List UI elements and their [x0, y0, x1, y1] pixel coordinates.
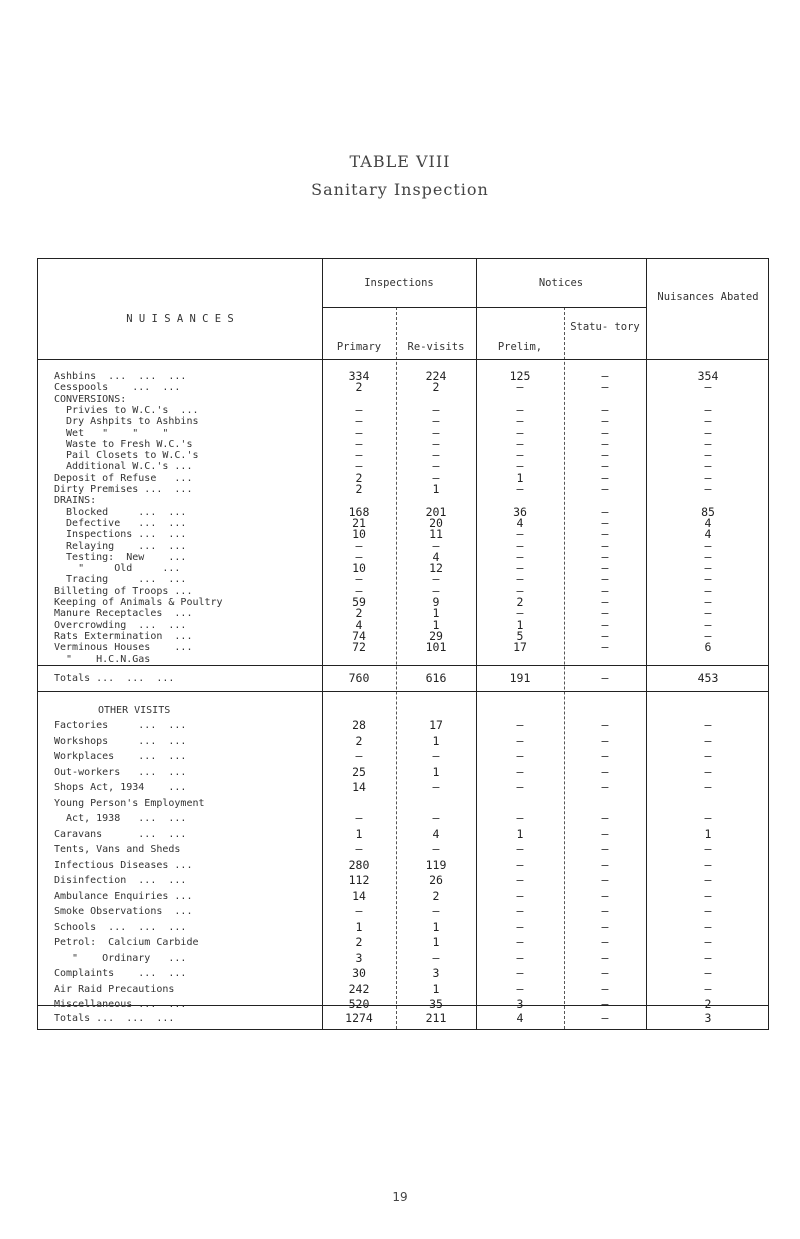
table-row-abated: –	[704, 595, 712, 609]
table-row-prelim: –	[516, 888, 524, 903]
table-row-statutory: –	[601, 718, 609, 732]
table-row-revisits: 26	[429, 873, 443, 887]
table-row-label: Young Person's Employment	[54, 797, 205, 809]
table-row-abated: –	[704, 414, 712, 429]
table-row-revisits: 4	[432, 549, 440, 564]
table-row-abated: –	[704, 764, 712, 779]
table-row-primary: 30	[352, 966, 366, 980]
table-row-revisits: 2	[432, 888, 440, 903]
col-rule	[476, 259, 477, 1029]
table-row-primary: 1	[355, 919, 363, 934]
table-row-prelim: –	[516, 811, 524, 825]
totals-row-primary: 1274	[345, 1011, 373, 1025]
table-row-abated: 4	[704, 515, 712, 530]
table-row-primary: –	[355, 402, 363, 417]
table-row-prelim: –	[516, 966, 524, 980]
table-row-revisits: 29	[429, 628, 443, 643]
table-row-prelim: –	[516, 583, 524, 598]
table-row-prelim: –	[516, 436, 524, 451]
table-row-abated: –	[704, 402, 712, 417]
table-row-abated: 354	[697, 369, 719, 383]
totals-row-revisits: 616	[425, 671, 447, 685]
table-row-revisits: –	[432, 749, 440, 763]
table-row-prelim: –	[516, 459, 524, 474]
table-row-prelim: –	[516, 935, 524, 949]
table-row-prelim: –	[516, 857, 524, 872]
table-row-statutory: –	[601, 459, 609, 474]
table-row-revisits: –	[432, 904, 440, 918]
table-row-label: " Ordinary ...	[54, 952, 187, 964]
header-subrule	[322, 307, 646, 308]
table-row-abated: –	[704, 873, 712, 887]
header-inspections: Inspections	[364, 277, 434, 289]
table-row-primary: –	[355, 572, 363, 587]
table-row-statutory: –	[601, 482, 609, 496]
table-row-revisits: 2	[432, 380, 440, 395]
page-number: 19	[392, 1190, 408, 1204]
table-row-primary: 74	[352, 628, 366, 643]
table-row-primary: 280	[348, 857, 370, 872]
table-row-statutory: –	[601, 617, 609, 632]
table-row-revisits: 3	[432, 966, 440, 980]
table-row-abated: –	[704, 749, 712, 763]
table-row-label: Workplaces ... ...	[54, 751, 187, 762]
table-row-label: Dry Ashpits to Ashbins	[54, 416, 199, 428]
table-row-primary: –	[355, 436, 363, 451]
table-row-revisits: 35	[429, 997, 443, 1011]
table-row-revisits: –	[432, 402, 440, 417]
header-statutory: Statu- tory	[570, 321, 640, 333]
table-row-primary: 25	[352, 764, 366, 779]
table-row-prelim: –	[516, 572, 524, 587]
table-row-primary: 112	[348, 873, 370, 887]
table-row-statutory: –	[601, 448, 609, 463]
col-rule	[322, 259, 323, 1029]
table-row-revisits: –	[432, 425, 440, 440]
table-row-prelim: –	[516, 561, 524, 576]
table-row-statutory: –	[601, 780, 609, 794]
table-row-revisits: –	[432, 459, 440, 474]
table-row-prelim: –	[516, 842, 524, 856]
table-row-label: DRAINS:	[54, 495, 97, 507]
table-row-primary: –	[355, 904, 363, 918]
table-row-revisits: –	[432, 780, 440, 794]
table-row-abated: –	[704, 583, 712, 598]
table-row-label: " Old ...	[54, 563, 181, 575]
table-row-primary: 242	[348, 981, 370, 996]
table-row-prelim: –	[516, 380, 524, 395]
table-row-statutory: –	[601, 425, 609, 440]
table-row-statutory: –	[601, 826, 609, 841]
table-row-prelim: –	[516, 733, 524, 748]
table-row-abated: –	[704, 549, 712, 564]
table-row-label: Factories ... ...	[54, 720, 187, 731]
table-row-prelim: –	[516, 402, 524, 417]
totals-row-abated: 453	[697, 671, 719, 685]
table-row-statutory: –	[601, 549, 609, 564]
table-row-abated: –	[704, 904, 712, 918]
table-row-prelim: 2	[516, 595, 524, 609]
table-row-primary: 2	[355, 380, 363, 395]
table-row-primary: –	[355, 749, 363, 763]
table-row-statutory: –	[601, 857, 609, 872]
table-row-statutory: –	[601, 436, 609, 451]
table-row-label: Caravans ... ...	[54, 828, 187, 840]
header-rule	[38, 359, 768, 360]
table-row-abated: –	[704, 436, 712, 451]
table-row-statutory: –	[601, 414, 609, 429]
header-primary: Primary	[336, 341, 382, 353]
totals-row-statutory: –	[601, 1011, 609, 1025]
table-row-prelim: –	[516, 981, 524, 996]
table-row-primary: 1	[355, 826, 363, 841]
table-row-label: Schools ... ... ...	[54, 921, 187, 933]
table-row-label: CONVERSIONS:	[54, 393, 127, 405]
table-row-label: Disinfection ... ...	[54, 875, 187, 886]
table-row-revisits: 1	[432, 919, 440, 934]
table-row-abated: –	[704, 935, 712, 949]
table-row-label: Smoke Observations ...	[54, 906, 193, 917]
table-row-label: Pail Closets to W.C.'s	[54, 450, 199, 462]
table-row-label: Wet " " "	[54, 427, 169, 439]
table-row-primary: –	[355, 583, 363, 598]
table-row-label: Act, 1938 ... ...	[54, 813, 187, 824]
table-row-primary: –	[355, 459, 363, 474]
table-row-label: Defective ... ...	[54, 517, 187, 529]
table-row-abated: –	[704, 572, 712, 587]
table-row-prelim: –	[516, 749, 524, 763]
table-row-prelim: –	[516, 718, 524, 732]
table-row-prelim: 1	[516, 617, 524, 632]
table-row-label: Verminous Houses ...	[54, 642, 193, 654]
header-notices: Notices	[538, 277, 584, 289]
table-row-revisits: 12	[429, 561, 443, 576]
table-title: TABLE VIII	[349, 152, 451, 171]
table-row-label: Testing: New ...	[54, 551, 187, 563]
totals-row-abated: 3	[704, 1011, 712, 1025]
table-row-prelim: 36	[513, 504, 527, 519]
table-row-primary: 14	[352, 780, 366, 794]
table-row-statutory: –	[601, 966, 609, 980]
table-row-abated: –	[704, 718, 712, 732]
table-row-label: Additional W.C.'s ...	[54, 461, 193, 473]
table-row-statutory: –	[601, 515, 609, 530]
totals-row-prelim: 4	[516, 1011, 524, 1025]
table-row-abated: –	[704, 919, 712, 934]
totals-rule-bottom	[38, 691, 768, 692]
totals-row-primary: 760	[348, 671, 370, 685]
table-row-abated: –	[704, 561, 712, 576]
table-row-abated: 85	[701, 504, 715, 519]
table-row-revisits: –	[432, 538, 440, 553]
table-row-abated: –	[704, 425, 712, 440]
table-row-prelim: –	[516, 549, 524, 564]
table-row-primary: 2	[355, 470, 363, 485]
table-row-prelim: –	[516, 414, 524, 429]
table-row-abated: –	[704, 380, 712, 395]
table-row-abated: –	[704, 811, 712, 825]
table-row-label: Manure Receptacles ...	[54, 608, 193, 620]
header-abated: Nuisances Abated	[657, 291, 759, 303]
table-row-statutory: –	[601, 572, 609, 587]
table-row-primary: 2	[355, 606, 363, 621]
table-row-statutory: –	[601, 595, 609, 609]
table-row-label: Ashbins ... ... ...	[54, 371, 187, 382]
table-row-prelim: –	[516, 873, 524, 887]
table-row-statutory: –	[601, 919, 609, 934]
table-row-revisits: –	[432, 572, 440, 587]
table-row-label: Blocked ... ...	[54, 506, 187, 518]
table-row-abated: –	[704, 459, 712, 474]
section-title-other-visits: OTHER VISITS	[98, 705, 171, 716]
table-row-prelim: –	[516, 527, 524, 542]
table-row-prelim: 1	[516, 470, 524, 485]
table-row-label: Cesspools ... ...	[54, 382, 181, 394]
table-row-prelim: –	[516, 606, 524, 621]
table-row-primary: 10	[352, 527, 366, 542]
table-row-abated: –	[704, 470, 712, 485]
table-row-abated: –	[704, 617, 712, 632]
table-row-statutory: –	[601, 606, 609, 621]
table-row-label: Shops Act, 1934 ...	[54, 782, 187, 793]
table-row-primary: –	[355, 811, 363, 825]
table-row-primary: –	[355, 414, 363, 429]
table-row-prelim: 125	[509, 369, 531, 383]
table-row-statutory: –	[601, 811, 609, 825]
table-row-statutory: –	[601, 842, 609, 856]
table-row-statutory: –	[601, 628, 609, 643]
table-row-primary: 14	[352, 888, 366, 903]
table-row-label: Waste to Fresh W.C.'s	[54, 438, 193, 450]
table-row-prelim: –	[516, 425, 524, 440]
table-row-label: " H.C.N.Gas	[54, 653, 151, 665]
table-row-statutory: –	[601, 380, 609, 395]
table-row-primary: –	[355, 842, 363, 856]
table-row-statutory: –	[601, 402, 609, 417]
table-row-abated: –	[704, 888, 712, 903]
table-row-label: Miscellaneous ... ...	[54, 999, 187, 1010]
table-row-label: Keeping of Animals & Poultry	[54, 597, 223, 608]
table-row-primary: 2	[355, 733, 363, 748]
table-row-label: Privies to W.C.'s ...	[54, 404, 199, 416]
table-row-primary: –	[355, 538, 363, 553]
table-row-prelim: –	[516, 448, 524, 463]
table-row-revisits: 1	[432, 617, 440, 632]
table-row-statutory: –	[601, 538, 609, 553]
table-row-primary: –	[355, 549, 363, 564]
table-row-label: Overcrowding ... ...	[54, 619, 187, 631]
totals-row-prelim: 191	[509, 671, 531, 685]
table-row-primary: –	[355, 425, 363, 440]
table-row-statutory: –	[601, 369, 609, 383]
table-row-revisits: 101	[425, 640, 447, 655]
table-row-abated: –	[704, 780, 712, 794]
col-rule	[564, 307, 565, 1029]
table-row-label: Complaints ... ...	[54, 968, 187, 979]
header-nuisances: N U I S A N C E S	[126, 313, 234, 325]
table-row-revisits: 4	[432, 826, 440, 841]
table-row-statutory: –	[601, 935, 609, 949]
sanitary-inspection-table	[37, 258, 769, 1030]
table-row-abated: –	[704, 606, 712, 621]
table-row-revisits: –	[432, 470, 440, 485]
table-row-primary: 2	[355, 935, 363, 949]
totals-row-statutory: –	[601, 671, 609, 685]
table-row-label: Ambulance Enquiries ...	[54, 890, 193, 902]
table-row-prelim: –	[516, 538, 524, 553]
table-row-revisits: 201	[425, 504, 447, 519]
table-row-label: Infectious Diseases ...	[54, 859, 193, 871]
table-row-label: Tracing ... ...	[54, 574, 187, 586]
table-row-abated: –	[704, 448, 712, 463]
table-row-revisits: 9	[432, 595, 440, 609]
table-row-primary: 4	[355, 617, 363, 632]
table-row-label: Tents, Vans and Sheds	[54, 844, 181, 855]
table-row-revisits: –	[432, 950, 440, 965]
table-row-abated: –	[704, 482, 712, 496]
table-row-abated: –	[704, 981, 712, 996]
table-row-revisits: 119	[425, 857, 447, 872]
table-row-revisits: 1	[432, 935, 440, 949]
header-revisits: Re-visits	[407, 341, 465, 353]
table-row-prelim: 4	[516, 515, 524, 530]
table-row-statutory: –	[601, 904, 609, 918]
table-row-primary: 334	[348, 369, 370, 383]
table-row-revisits: 1	[432, 764, 440, 779]
table-row-prelim: –	[516, 482, 524, 496]
table-row-label: Inspections ... ...	[54, 529, 187, 541]
table-row-label: Rats Extermination ...	[54, 630, 193, 642]
table-row-revisits: –	[432, 811, 440, 825]
table-row-primary: 28	[352, 718, 366, 732]
col-rule	[396, 307, 397, 1029]
table-row-revisits: 20	[429, 515, 443, 530]
table-row-revisits: 1	[432, 606, 440, 621]
table-row-abated: –	[704, 628, 712, 643]
table-row-statutory: –	[601, 470, 609, 485]
table-row-primary: 3	[355, 950, 363, 965]
table-row-abated: –	[704, 538, 712, 553]
table-row-revisits: 1	[432, 981, 440, 996]
table-row-primary: 2	[355, 482, 363, 496]
header-prelim: Prelim,	[497, 341, 543, 353]
table-row-label: Out-workers ... ...	[54, 766, 187, 778]
table-row-primary: 21	[352, 515, 366, 530]
table-row-prelim: –	[516, 919, 524, 934]
table-subtitle: Sanitary Inspection	[311, 180, 489, 199]
table-row-revisits: 1	[432, 733, 440, 748]
table-row-revisits: 11	[429, 527, 443, 542]
table-row-primary: 168	[348, 504, 370, 519]
table-row-abated: –	[704, 950, 712, 965]
table-row-statutory: –	[601, 733, 609, 748]
table-row-primary: –	[355, 448, 363, 463]
table-row-statutory: –	[601, 888, 609, 903]
table-row-primary: 10	[352, 561, 366, 576]
table-row-revisits: 17	[429, 718, 443, 732]
table-row-prelim: –	[516, 950, 524, 965]
totals-row-label: Totals ... ... ...	[54, 673, 175, 684]
table-row-statutory: –	[601, 583, 609, 598]
table-row-revisits: –	[432, 842, 440, 856]
table-row-statutory: –	[601, 950, 609, 965]
table-row-label: Dirty Premises ... ...	[54, 484, 193, 495]
col-rule	[646, 259, 647, 1029]
table-row-statutory: –	[601, 981, 609, 996]
table-row-primary: 72	[352, 640, 366, 655]
table-row-abated: 1	[704, 826, 712, 841]
table-row-abated: 6	[704, 640, 712, 655]
table-row-revisits: 224	[425, 369, 447, 383]
table-row-prelim: 5	[516, 628, 524, 643]
table-row-prelim: –	[516, 764, 524, 779]
table-row-primary: 520	[348, 997, 370, 1011]
table-row-statutory: –	[601, 764, 609, 779]
table-row-label: Deposit of Refuse ...	[54, 472, 193, 484]
table-row-revisits: –	[432, 448, 440, 463]
table-row-revisits: –	[432, 436, 440, 451]
table-row-statutory: –	[601, 527, 609, 542]
table-row-prelim: 17	[513, 640, 527, 655]
table-row-revisits: 1	[432, 482, 440, 496]
table-row-statutory: –	[601, 640, 609, 655]
table-row-label: Workshops ... ...	[54, 735, 187, 747]
table-row-statutory: –	[601, 997, 609, 1011]
table-row-prelim: 1	[516, 826, 524, 841]
table-row-prelim: –	[516, 780, 524, 794]
table-row-prelim: –	[516, 904, 524, 918]
table-row-abated: 2	[704, 997, 712, 1011]
table-row-label: Air Raid Precautions	[54, 983, 175, 995]
table-row-abated: –	[704, 857, 712, 872]
table-row-label: Petrol: Calcium Carbide	[54, 937, 199, 948]
table-row-prelim: 3	[516, 997, 524, 1011]
table-row-revisits: –	[432, 414, 440, 429]
table-row-statutory: –	[601, 561, 609, 576]
table-row-label: Relaying ... ...	[54, 540, 187, 552]
table-row-abated: –	[704, 733, 712, 748]
table-row-statutory: –	[601, 504, 609, 519]
table-row-statutory: –	[601, 873, 609, 887]
table-row-primary: 59	[352, 595, 366, 609]
table-row-abated: 4	[704, 527, 712, 542]
table-row-statutory: –	[601, 749, 609, 763]
totals-row-label: Totals ... ... ...	[54, 1013, 175, 1024]
table-row-revisits: –	[432, 583, 440, 598]
table-row-label: Billeting of Troops ...	[54, 585, 193, 597]
totals-row-revisits: 211	[425, 1011, 447, 1025]
table-row-abated: –	[704, 966, 712, 980]
table-row-abated: –	[704, 842, 712, 856]
